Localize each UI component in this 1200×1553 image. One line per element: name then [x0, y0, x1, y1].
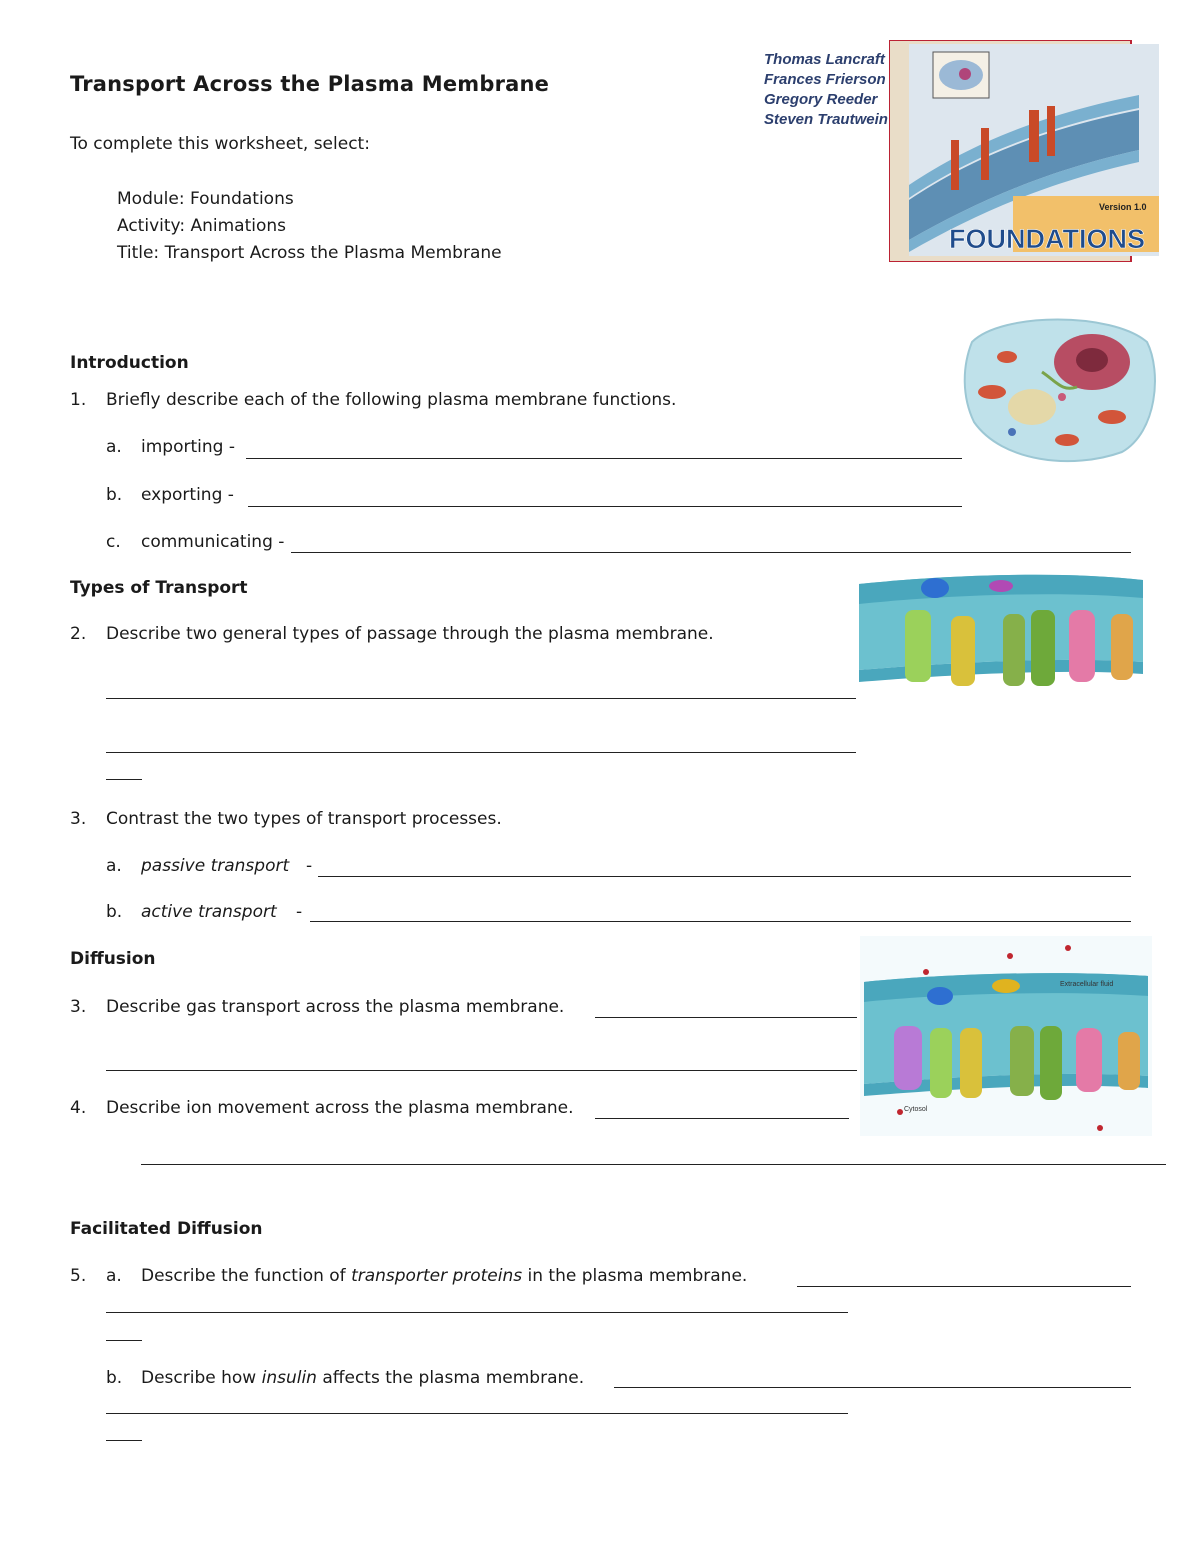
section-introduction: Introduction: [70, 353, 189, 373]
answer-line-gas-1[interactable]: [595, 1017, 857, 1018]
q1a-label: importing -: [141, 437, 235, 457]
membrane-proteins-illustration: [855, 570, 1147, 712]
module-line: Module: Foundations: [117, 189, 294, 209]
diffusion-membrane-illustration: [860, 936, 1152, 1136]
q2-text: Describe two general types of passage through the plasma membrane.: [106, 624, 714, 644]
logo-author: Gregory Reeder: [764, 91, 878, 108]
answer-line-q1a[interactable]: [246, 458, 962, 459]
q3a-letter: a.: [106, 856, 122, 876]
answer-line-q5a-2[interactable]: [106, 1312, 848, 1313]
answer-line-q2-1[interactable]: [106, 698, 856, 699]
q5a-emphasis: transporter proteins: [351, 1266, 523, 1286]
answer-line-q5b-3[interactable]: [106, 1440, 142, 1441]
q3a-label: passive transport: [141, 856, 290, 876]
answer-line-q1b[interactable]: [248, 506, 962, 507]
q5a-letter: a.: [106, 1266, 122, 1286]
q5b-pre: Describe how: [141, 1368, 257, 1388]
section-types-of-transport: Types of Transport: [70, 578, 248, 598]
section-facilitated-diffusion: Facilitated Diffusion: [70, 1219, 263, 1239]
answer-line-q1c[interactable]: [291, 552, 1131, 553]
answer-line-q4-2[interactable]: [141, 1164, 1166, 1165]
answer-line-q5b-1[interactable]: [614, 1387, 1131, 1388]
logo-author: Frances Frierson: [764, 71, 886, 88]
q2-number: 2.: [70, 624, 87, 644]
q5a-text: [141, 1266, 747, 1286]
logo-version: Version 1.0: [1099, 202, 1147, 212]
logo-membrane-image: [889, 40, 1164, 262]
q4-number: 4.: [70, 1098, 87, 1118]
q5-number: 5.: [70, 1266, 87, 1286]
q3b-label: active transport: [141, 902, 277, 922]
activity-line: Activity: Animations: [117, 216, 286, 236]
answer-line-q2-2[interactable]: [106, 752, 856, 753]
q5b-emphasis: insulin: [261, 1368, 317, 1388]
extracellular-label: Extracellular fluid: [1060, 981, 1114, 988]
cytosol-label: Cytosol: [904, 1106, 928, 1113]
answer-line-q5a-1[interactable]: [797, 1286, 1131, 1287]
answer-line-q4-1[interactable]: [595, 1118, 849, 1119]
q1-number: 1.: [70, 390, 87, 410]
q5b-post: affects the plasma membrane.: [322, 1368, 585, 1388]
q3-number: 3.: [70, 809, 87, 829]
q3a-dash: -: [306, 856, 313, 876]
q4-text: Describe ion movement across the plasma membrane.: [106, 1098, 574, 1118]
q5a-post: in the plasma membrane.: [527, 1266, 748, 1286]
answer-line-q5b-2[interactable]: [106, 1413, 848, 1414]
answer-line-q5a-3[interactable]: [106, 1340, 142, 1341]
section-diffusion: Diffusion: [70, 949, 156, 969]
foundations-logo: [762, 40, 1164, 262]
q1b-letter: b.: [106, 485, 123, 505]
logo-authors: [764, 50, 888, 130]
selection-title-line: Title: Transport Across the Plasma Membrane: [117, 243, 502, 263]
q3-text: Contrast the two types of transport processes.: [106, 809, 502, 829]
q1b-label: exporting -: [141, 485, 234, 505]
intro-text: To complete this worksheet, select:: [70, 134, 370, 154]
q1c-letter: c.: [106, 532, 121, 552]
q5b-text: [141, 1368, 584, 1388]
answer-line-gas-2[interactable]: [106, 1070, 857, 1071]
answer-line-q3b[interactable]: [310, 921, 1131, 922]
q5b-letter: b.: [106, 1368, 123, 1388]
q1-text: Briefly describe each of the following plasma membrane functions.: [106, 390, 677, 410]
logo-wordmark: FOUNDATIONS: [949, 224, 1145, 254]
q5a-pre: Describe the function of: [141, 1266, 346, 1286]
q3b-letter: b.: [106, 902, 123, 922]
answer-line-q2-3[interactable]: [106, 779, 142, 780]
logo-author: Steven Trautwein: [764, 111, 888, 128]
gas-transport-text: Describe gas transport across the plasma membrane.: [106, 997, 565, 1017]
q1a-letter: a.: [106, 437, 122, 457]
page-title: Transport Across the Plasma Membrane: [70, 72, 550, 96]
answer-line-q3a[interactable]: [318, 876, 1131, 877]
logo-author: Thomas Lancraft: [764, 51, 885, 68]
q3b-dash: -: [296, 902, 303, 922]
q1c-label: communicating -: [141, 532, 285, 552]
animal-cell-illustration: [962, 312, 1158, 464]
q3b-number: 3.: [70, 997, 87, 1017]
